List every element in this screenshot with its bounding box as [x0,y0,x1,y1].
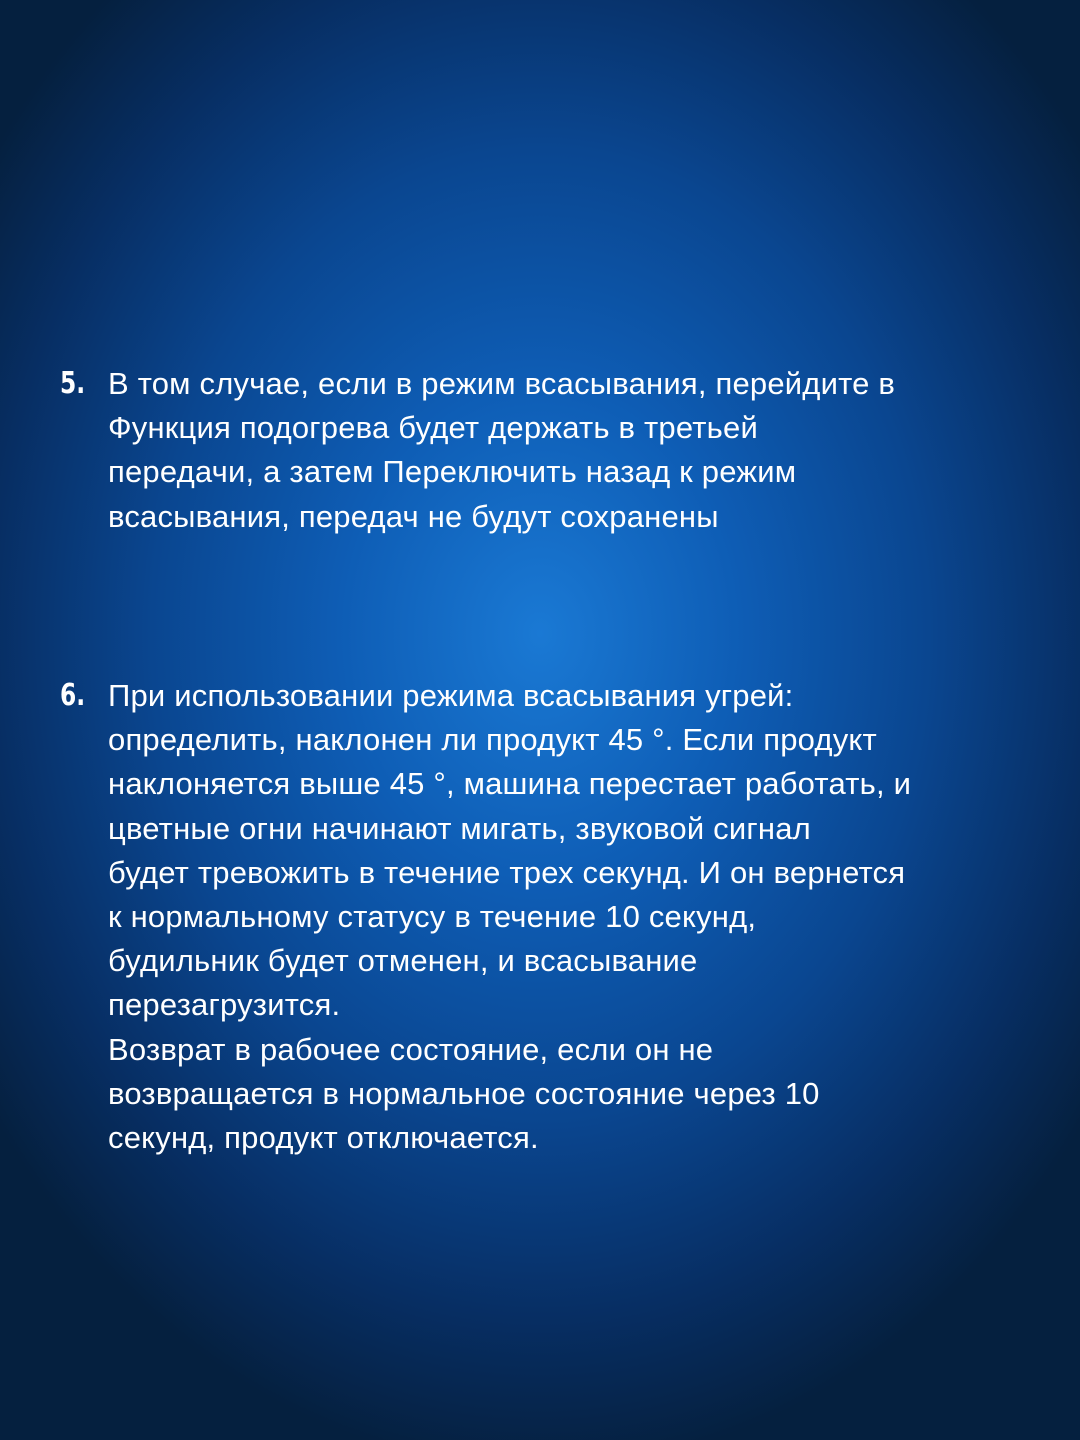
text-line: возвращается в нормальное состояние через 10 [108,1075,820,1111]
text-line: перезагрузится. [108,987,341,1023]
text-line: Функция подогрева будет держать в третьей [108,410,758,446]
item-text [108,362,1050,539]
text-line: В том случае, если в режим всасывания, перейдите в [108,366,896,401]
list-item-6 [60,674,1050,1160]
text-line: определить, наклонен ли продукт 45 °. Если продукт [108,722,877,758]
text-line: будильник будет отменен, и всасывание [108,943,698,979]
text-line: Возврат в рабочее состояние, если он не [108,1031,714,1067]
item-number: 6. [60,678,86,713]
text-line: цветные огни начинают мигать, звуковой сигнал [108,810,811,846]
text-line: к нормальному статусу в течение 10 секунд, [108,899,757,935]
text-line: передачи, а затем Переключить назад к режим [108,454,797,490]
list-item-5 [60,362,1050,539]
text-line: будет тревожить в течение трех секунд. И он вернется [108,854,906,890]
item-number: 5. [60,366,86,401]
text-line: всасывания, передач не будут сохранены [108,498,719,534]
text-line: наклоняется выше 45 °, машина перестает работать, и [108,766,912,802]
text-line: секунд, продукт отключается. [108,1120,539,1156]
item-text [108,674,1050,1160]
text-line: При использовании режима всасывания угрей: [108,678,794,713]
